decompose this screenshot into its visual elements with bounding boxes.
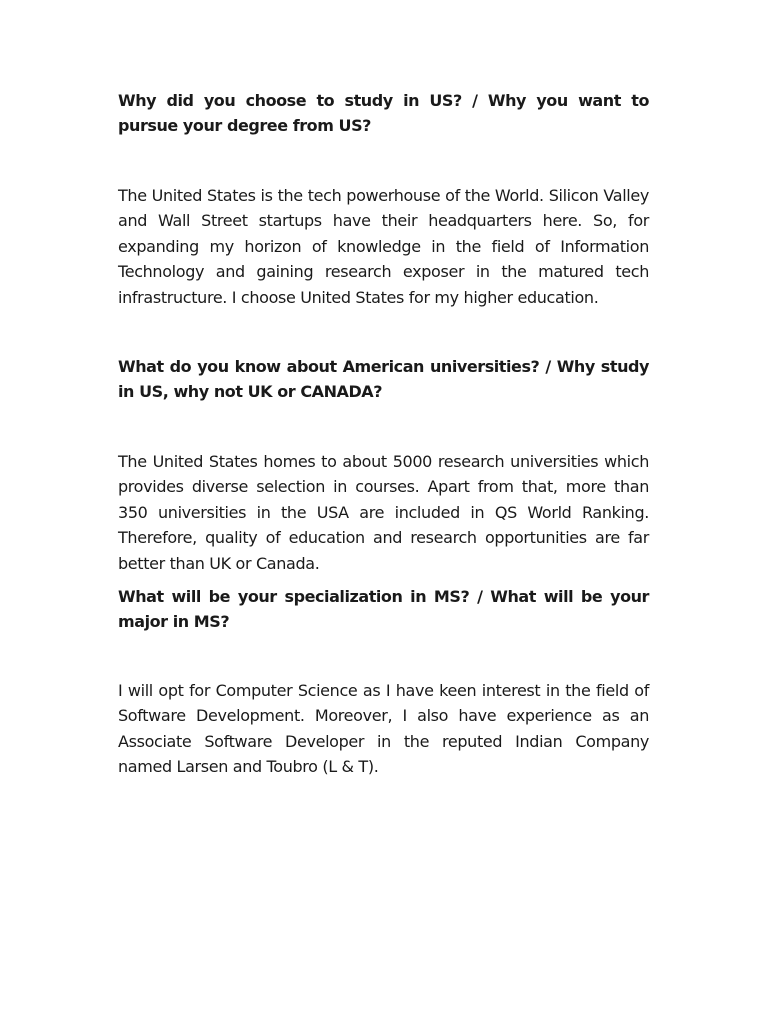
answer-1: The United States is the tech powerhouse of the World. Silicon Valley and Wall Street startups have their headquarters here. So, for expanding my horizon of knowledge in the field of Information Technology and gaining research exposer in the matured tech infrastructure. I choose United States for my higher education. [118,186,649,307]
question-2: What do you know about American universities? / Why study in US, why not UK or CANADA? [118,357,649,402]
question-1: Why did you choose to study in US? / Why you want to pursue your degree from US? [118,91,649,135]
document-page [118,88,649,780]
question-3: What will be your specialization in MS? / What will be your major in MS? [118,587,649,632]
answer-3: I will opt for Computer Science as I have keen interest in the field of Software Development. Moreover, I also have experience as an Associate Software Developer in the reputed Indian Company named Larsen and Toubro (L & T). [118,681,649,777]
answer-2: The United States homes to about 5000 research universities which provides diverse selection in courses. Apart from that, more than 350 universities in the USA are included in QS World Ranking. Therefore, quality of education and research opportunities are far better than UK or Canada. [118,452,649,573]
